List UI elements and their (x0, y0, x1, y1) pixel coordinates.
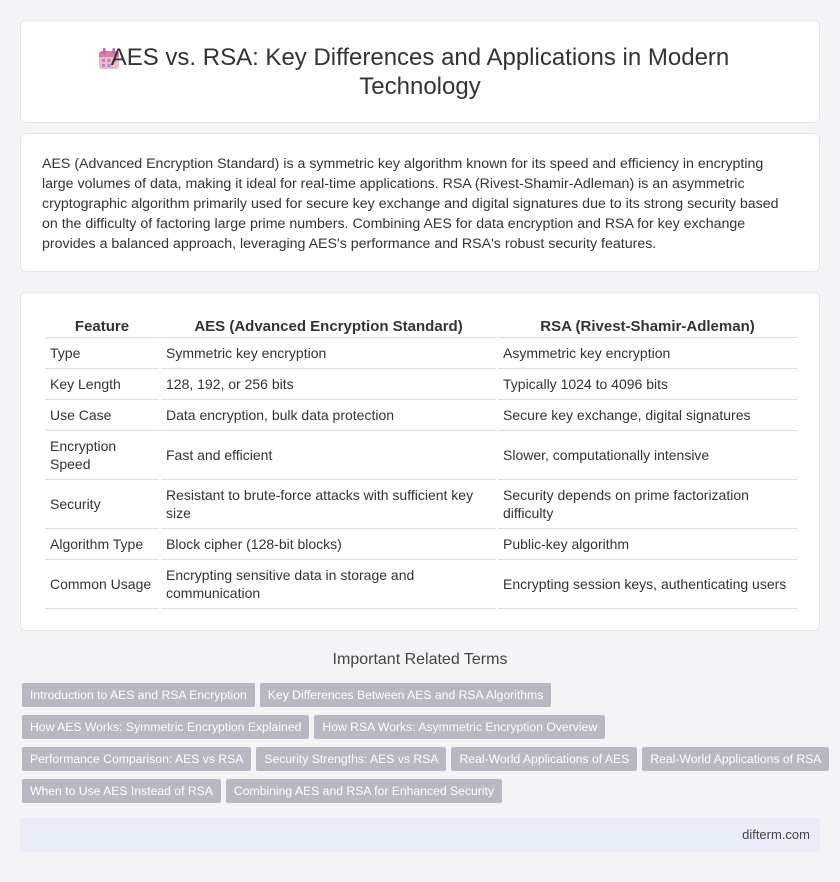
table-cell-feature: Common Usage (45, 560, 159, 609)
table-row (45, 369, 797, 400)
tag-row (22, 747, 822, 779)
header-card (20, 20, 820, 123)
related-term-link[interactable]: Real-World Applications of RSA (642, 747, 829, 771)
table-cell-aes: Block cipher (128-bit blocks) (161, 529, 496, 560)
footer-site-link[interactable]: difterm.com (742, 827, 810, 842)
related-term-link[interactable]: Security Strengths: AES vs RSA (256, 747, 446, 771)
related-term-link[interactable]: How AES Works: Symmetric Encryption Explained (22, 715, 309, 739)
related-term-link[interactable]: Performance Comparison: AES vs RSA (22, 747, 251, 771)
comparison-table (43, 317, 799, 609)
table-row (45, 529, 797, 560)
page-title-line-2: Technology (359, 73, 481, 100)
table-cell-aes: Data encryption, bulk data protection (161, 400, 496, 431)
tag-row (22, 779, 822, 811)
table-cell-rsa: Public-key algorithm (498, 529, 797, 560)
related-term-link[interactable]: When to Use AES Instead of RSA (22, 779, 221, 803)
table-cell-aes: Symmetric key encryption (161, 338, 496, 369)
header-feature: Feature (45, 317, 159, 338)
footer (20, 818, 820, 852)
table-cell-rsa: Security depends on prime factorization difficulty (498, 480, 797, 529)
related-term-link[interactable]: Introduction to AES and RSA Encryption (22, 683, 255, 707)
table-cell-feature: Type (45, 338, 159, 369)
related-terms-list (22, 683, 822, 811)
table-cell-aes: Encrypting sensitive data in storage and communication (161, 560, 496, 609)
page-title (21, 43, 819, 101)
table-cell-rsa: Encrypting session keys, authenticating users (498, 560, 797, 609)
table-cell-rsa: Typically 1024 to 4096 bits (498, 369, 797, 400)
table-header-row (45, 317, 797, 338)
table-cell-rsa: Secure key exchange, digital signatures (498, 400, 797, 431)
table-cell-feature: Algorithm Type (45, 529, 159, 560)
table-cell-feature: Key Length (45, 369, 159, 400)
comparison-table-card (20, 292, 820, 631)
table-cell-feature: Encryption Speed (45, 431, 159, 480)
related-term-link[interactable]: How RSA Works: Asymmetric Encryption Overview (314, 715, 605, 739)
related-terms-title: Important Related Terms (332, 651, 508, 668)
table-cell-aes: 128, 192, or 256 bits (161, 369, 496, 400)
tag-row (22, 715, 822, 747)
table-cell-feature: Use Case (45, 400, 159, 431)
table-row (45, 338, 797, 369)
table-row (45, 400, 797, 431)
table-cell-rsa: Slower, computationally intensive (498, 431, 797, 480)
header-aes: AES (Advanced Encryption Standard) (161, 317, 496, 338)
header-rsa: RSA (Rivest-Shamir-Adleman) (498, 317, 797, 338)
related-term-link[interactable]: Key Differences Between AES and RSA Algorithms (260, 683, 552, 707)
table-cell-feature: Security (45, 480, 159, 529)
table-cell-aes: Fast and efficient (161, 431, 496, 480)
table-row (45, 560, 797, 609)
intro-paragraph: AES (Advanced Encryption Standard) is a symmetric key algorithm known for its speed and efficiency in encrypting large volumes of data, making it ideal for real-time applications. RSA (Rivest-Shamir-Adleman) is an asymmetric cryptographic algorithm primarily used for secure key exchange and digital signatures due to its strong security based on the difficulty of factoring large prime numbers. Combining AES for data encryption and RSA for key exchange provides a balanced approach, leveraging AES's performance and RSA's robust security features. (42, 156, 779, 252)
related-term-link[interactable]: Real-World Applications of AES (451, 747, 637, 771)
intro-card (20, 133, 820, 272)
table-row (45, 431, 797, 480)
page-title-line-1: AES vs. RSA: Key Differences and Applications in Modern (110, 44, 730, 71)
table-cell-aes: Resistant to brute-force attacks with sufficient key size (161, 480, 496, 529)
table-row (45, 480, 797, 529)
table-cell-rsa: Asymmetric key encryption (498, 338, 797, 369)
related-term-link[interactable]: Combining AES and RSA for Enhanced Security (226, 779, 502, 803)
tag-row (22, 683, 822, 715)
